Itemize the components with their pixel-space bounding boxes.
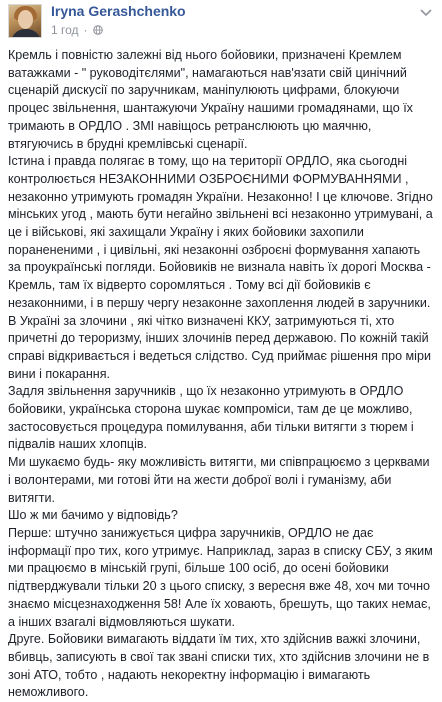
post-paragraph-3: Задля звільнення заручників , що їх незаконно утримують в ОРДЛО бойовики, українська сторона шукає компроміси, там де це можливо, застосовується процедура помилування, аби тільки витягти з тюрем і підвалів наших хлопців. xyxy=(8,384,414,452)
post-timestamp[interactable]: 1 год xyxy=(51,23,79,37)
post-paragraph-1: Кремль і повністю залежні від нього бойовики, призначені Кремлем ватажками - " руководітєлями", намагаються нав'язати свій цинічний сценарій дискусії по заручникам, маніпулюють цифрами, блокуючи процес звільнення, шантажуючи Україну нашими громадянами, що їх тримають в ОРДЛО . ЗМІ навіщось ретранслюють цю маячню, втягуючись в брудні кремлівські сценарії. xyxy=(8,48,413,151)
author-name-link[interactable]: Iryna Gerashchenko xyxy=(51,3,186,19)
meta-separator: · xyxy=(83,23,88,37)
post-paragraph-5: Шо ж ми бачимо у відповідь? xyxy=(8,508,178,523)
post-paragraph-2: Істина і правда полягає в тому, що на території ОРДЛО, яка сьогодні контролюється НЕЗАКОННИМИ ОЗБРОЄНИМИ ФОРМУВАННЯМИ , незаконно утримують громадян України. Незаконно! І це ключове. Згідно мінських угод , мають бути негайно звільнені всі незаконно утримувані, а це і військові, які захищали Україну і яких бойовики захопили поранененими , і цивільні, які незаконні озброєні формування хапають за проукраїнські погляди. Бойовиків не визнала навіть їх дорогі Москва - Кремль, там їх відверто соромляться . Тому всі дії бойовиків є незаконними, і в першу чергу незаконне захоплення людей в заручники. В Україні за злочини , які чітко визначені ККУ, затримуються ті, хто причетні до тероризму, інших злочинів перед державою. По кожній такій справі відкривається і ведеться слідство. Суд приймає рішення про міри вини і покарання. xyxy=(8,154,433,381)
post-header xyxy=(0,0,442,44)
post-body xyxy=(8,47,434,702)
avatar-face xyxy=(18,10,33,29)
post-paragraph-6: Перше: штучно занижується цифра заручників, ОРДЛО не дає інформації про тих, кого утримує. Наприклад, зараз в списку СБУ, з яким ми працюємо в мінській групі, більше 100 осіб, до осені бойовики підтверджували тільки 20 з цього списку, з вересня вже 48, хоч ми точно знаємо місцезнаходження 58! Але їх ховають, брешуть, що таких немає, а інших взагалі відмовляються шукати. xyxy=(8,525,433,629)
post-paragraph-7: Друге. Бойовики вимагають віддати їм тих, хто здійснив важкі злочини, вбивць, записують в свої так звані списки тих, хто здійснив злочини не в зоні АТО, тобто , надають некоректну інформацію і вимагають неможливого. xyxy=(8,632,430,700)
chevron-down-icon[interactable] xyxy=(420,8,432,18)
author-avatar[interactable] xyxy=(8,4,42,38)
avatar-shoulders xyxy=(11,29,41,38)
post-paragraph-4: Ми шукаємо будь- яку можливість витягти, ми співпрацюємо з церквами і волонтерами, ми готові йти на жести доброї волі і гуманізму, аби витягти. xyxy=(8,455,430,505)
globe-icon[interactable] xyxy=(93,25,103,35)
post-meta xyxy=(51,23,103,37)
